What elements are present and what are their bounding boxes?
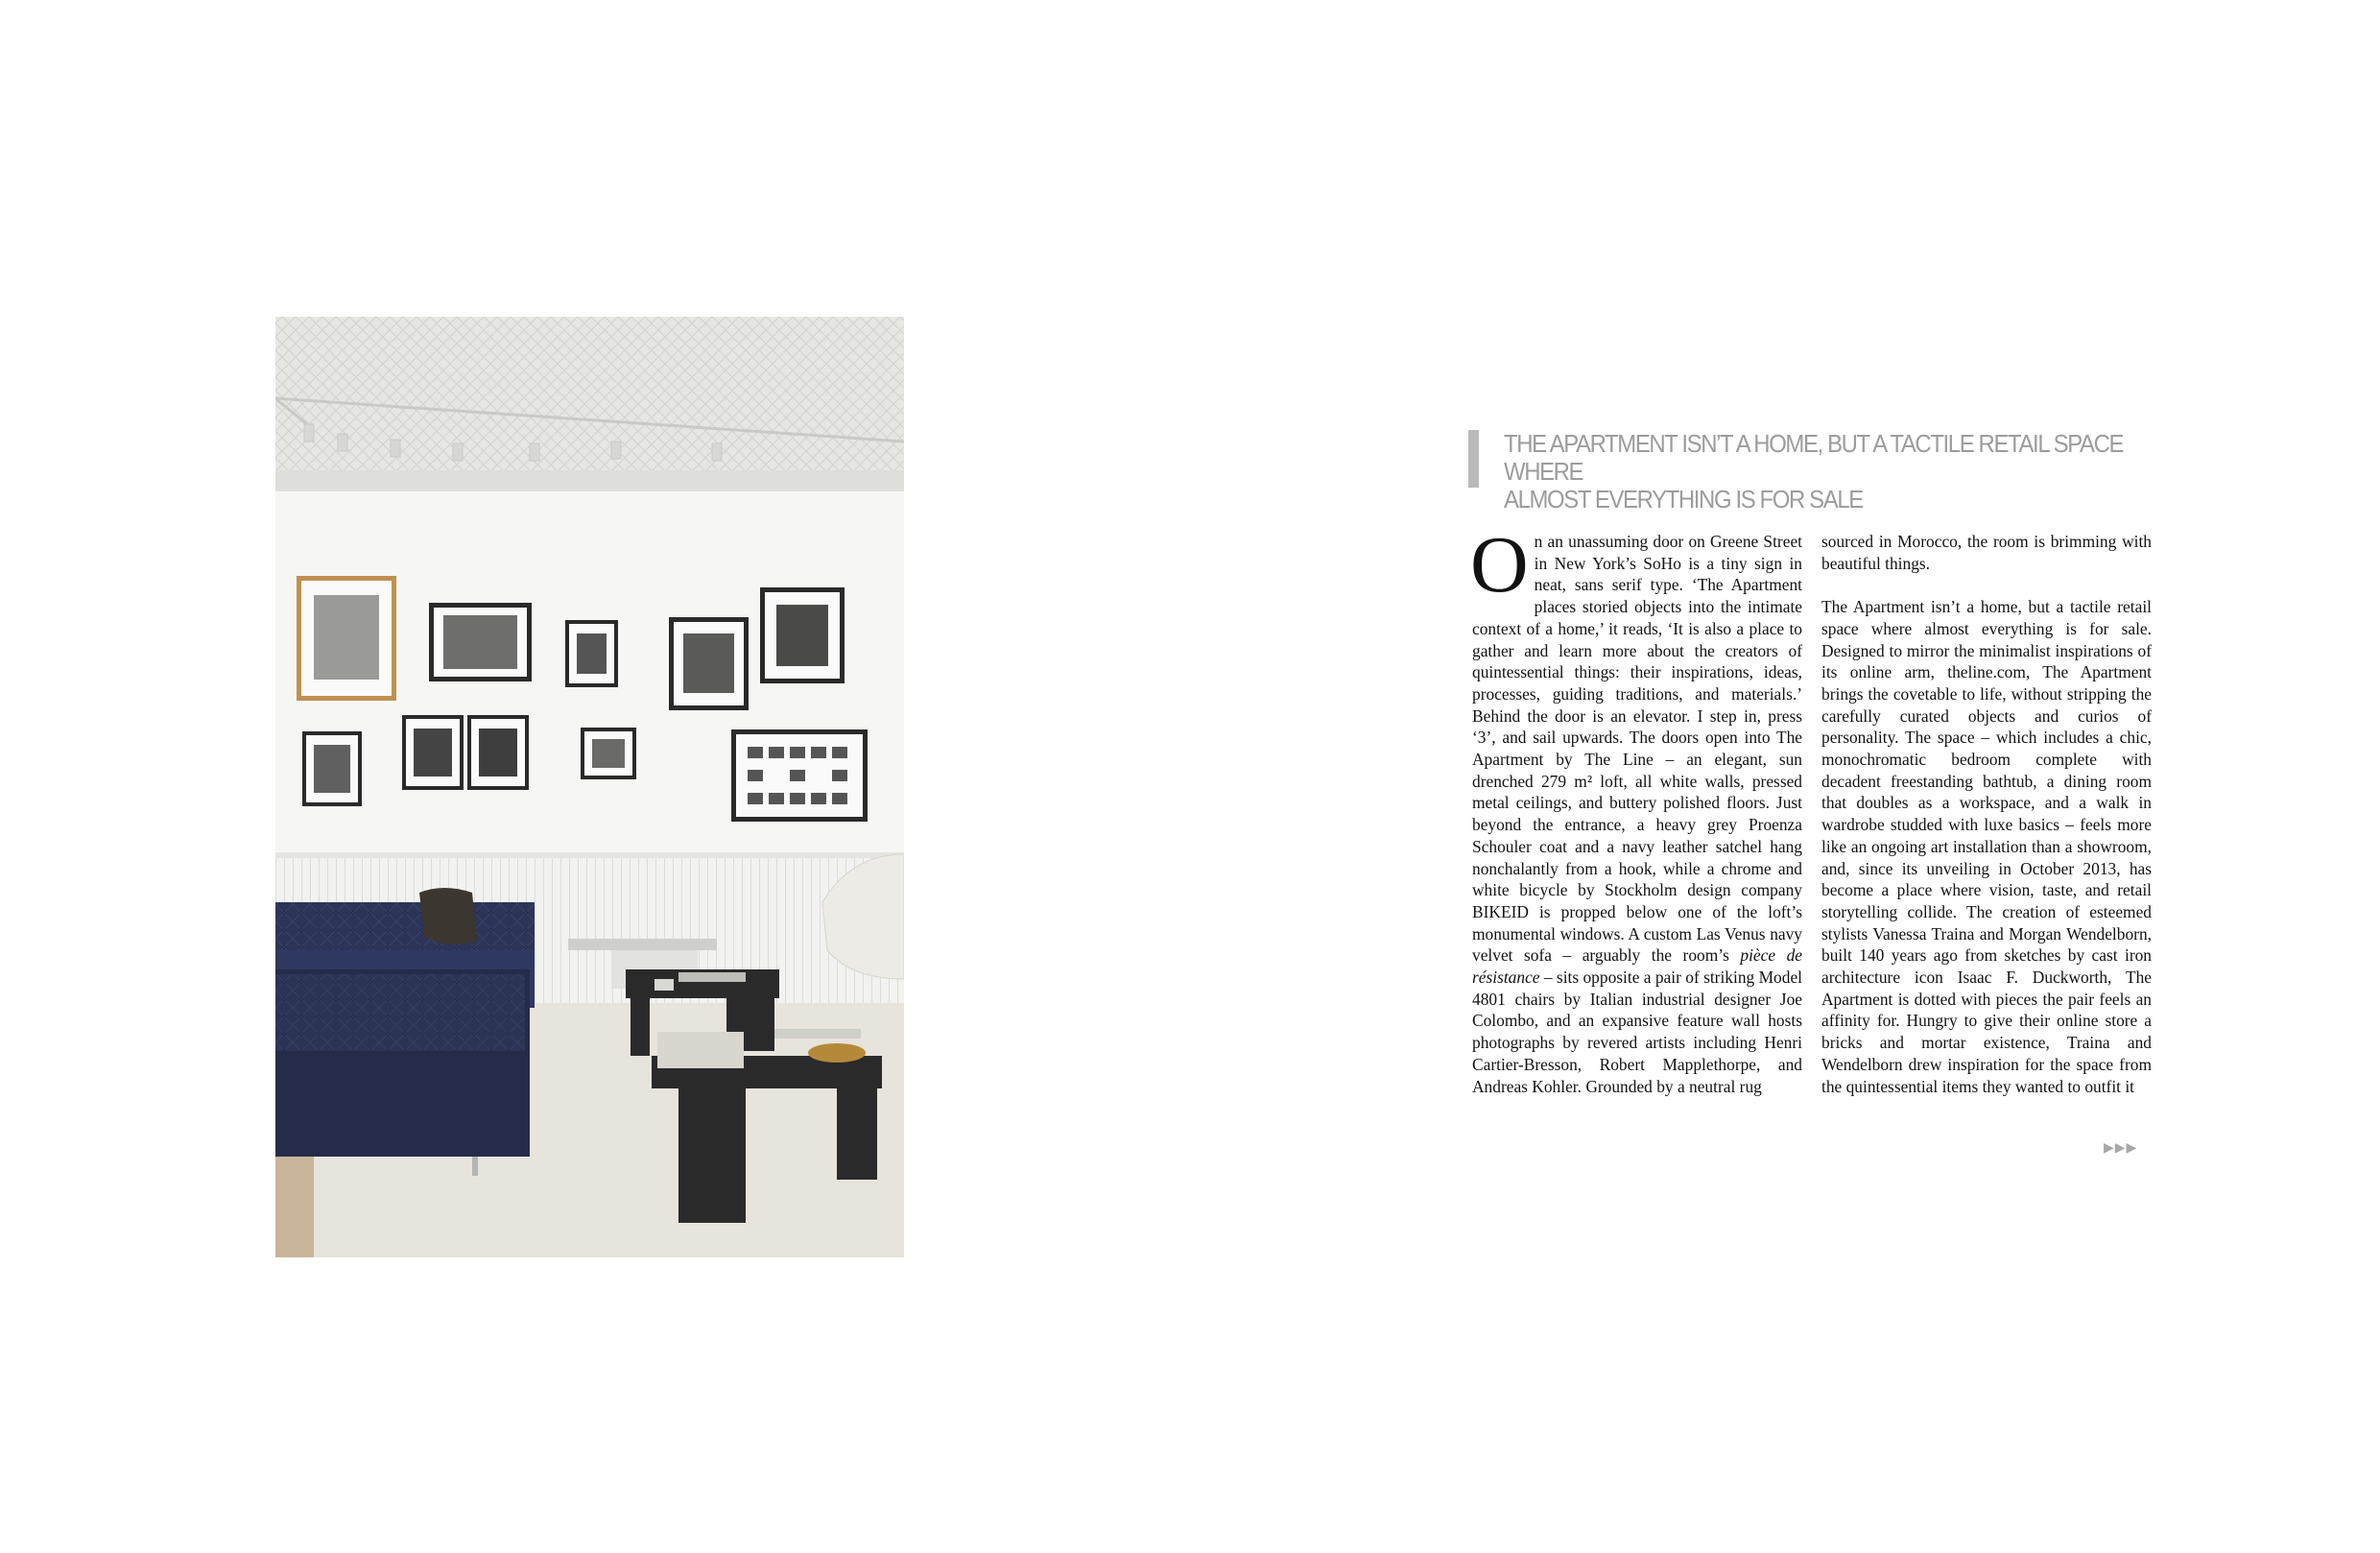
article-paragraph-continued: sourced in Morocco, the room is brimming with beautiful things. (1821, 532, 2152, 573)
article-paragraph-2: The Apartment isn’t a home, but a tactile retail space where almost everything is for sale. Designed to mirror the minimalist inspirations of its online arm, theline.com, The Apartment brings the covetable to life, without stripping the carefully curated objects and curios of personality. The space – which includes a chic, monochromatic bedroom complete with decadent freestanding bathtub, a dining room that doubles as a workspace, and a walk in wardrobe studded with luxe basics – feels more like an ongoing art installation than a showroom, and, since its unveiling in October 2013, has become a place where vision, taste, and retail storytelling collide. The creation of esteemed stylists Vanessa Traina and Morgan Wendelborn, built 140 years ago from sketches by cast iron architecture icon Isaac F. Duckworth, The Apartment is dotted with pieces the pair feels an affinity for. Hungry to give their online store a bricks and mortar existence, Traina and Wendelborn drew inspiration for the space from the quintessential items they wanted to outfit it (1821, 597, 2152, 1096)
pull-quote-line-1: THE APARTMENT ISN’T A HOME, BUT A TACTILE RETAIL SPACE WHERE (1504, 429, 2124, 486)
pull-quote (1468, 429, 2140, 514)
loft-interior-photo (275, 317, 904, 1257)
article-paragraph-1 (1470, 520, 1802, 1097)
article-column-1 (1470, 520, 1802, 1097)
navy-velvet-sofa (275, 888, 535, 1176)
pressed-metal-ceiling (275, 317, 904, 490)
drop-cap: O (1470, 520, 1529, 609)
loft-interior-illustration (275, 317, 904, 1257)
next-page-arrows-icon: ▶▶▶ (2104, 1140, 2138, 1156)
pull-quote-line-2: ALMOST EVERYTHING IS FOR SALE (1504, 485, 1863, 514)
article-column-2 (1821, 531, 2152, 1097)
article-italic-phrase: pièce de résistance (1472, 945, 1802, 988)
article-text-start: n an unassuming door on Greene Street in New York’s SoHo is a tiny sign in neat, sans serif type. ‘The Apartment places storied objects into the intimate context of a home,’ it reads, ‘It is also a place to gather and learn more about the creators of quintessential things: their inspirations, ideas, processes, guiding traditions, and materials.’ Behind the door is an elevator. I step in, press ‘3’, and sail upwards. The doors open into The Apartment by The Line – an elegant, sun drenched 279 m² loft, all white walls, pressed metal ceilings, and buttery polished floors. Just beyond the entrance, a heavy grey Proenza Schouler coat and a navy leather satchel hang nonchalantly from a hook, while a chrome and white bicycle by Stockholm design company BIKEID is propped below one of the loft’s monumental windows. A custom Las Venus navy velvet sofa – arguably the room’s (1472, 532, 1802, 966)
article-text-end: – sits opposite a pair of striking Model 4801 chairs by Italian industrial designer Joe Colombo, and an expansive feature wall hosts photographs by revered artists including Henri Cartier-Bresson, Robert Mapplethorpe, and Andreas Kohler. Grounded by a neutral rug (1472, 968, 1802, 1096)
